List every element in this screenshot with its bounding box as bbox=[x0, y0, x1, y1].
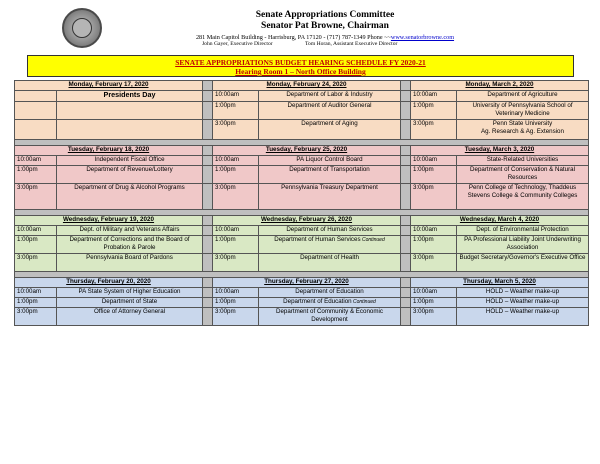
column-separator bbox=[203, 91, 213, 102]
schedule-row bbox=[15, 166, 589, 184]
agency-name: Department of Community & Economic Development bbox=[276, 308, 383, 323]
agency-cell bbox=[457, 298, 589, 308]
time-cell: 10:00am bbox=[213, 226, 259, 236]
column-separator bbox=[401, 226, 411, 236]
date-header: Thursday, February 27, 2020 bbox=[213, 278, 401, 288]
schedule-row bbox=[15, 288, 589, 298]
time-cell bbox=[15, 120, 57, 140]
agency-cell bbox=[457, 120, 589, 140]
agency-cell bbox=[457, 102, 589, 120]
date-row bbox=[15, 216, 589, 226]
agency-name: Penn College of Technology, Thaddeus Stevens College & Community Colleges bbox=[467, 184, 578, 199]
agency-name: Budget Secretary/Governor's Executive Office bbox=[459, 254, 586, 261]
schedule-row bbox=[15, 226, 589, 236]
time-cell: 1:00pm bbox=[411, 102, 457, 120]
column-separator bbox=[401, 236, 411, 254]
agency-cell bbox=[259, 298, 401, 308]
time-cell: 10:00am bbox=[213, 91, 259, 102]
time-cell: 3:00pm bbox=[411, 120, 457, 140]
agency-cell bbox=[259, 156, 401, 166]
agency-cell bbox=[259, 91, 401, 102]
agency-cell bbox=[259, 166, 401, 184]
agency-name: Penn State University Ag. Research & Ag. Extension bbox=[481, 120, 564, 135]
schedule-row bbox=[15, 120, 589, 140]
time-cell bbox=[15, 91, 57, 102]
time-cell: 1:00pm bbox=[15, 236, 57, 254]
chairman-title: Senator Pat Browne, Chairman bbox=[261, 21, 389, 31]
column-separator bbox=[401, 288, 411, 298]
agency-name: Department of Education bbox=[295, 288, 364, 295]
column-separator bbox=[203, 102, 213, 120]
agency-cell bbox=[457, 226, 589, 236]
agency-name: Department of Aging bbox=[301, 120, 358, 127]
column-separator bbox=[203, 254, 213, 272]
agency-cell bbox=[57, 184, 203, 210]
agency-name: Department of Transportation bbox=[289, 166, 370, 173]
agency-cell bbox=[259, 102, 401, 120]
column-separator bbox=[401, 298, 411, 308]
agency-cell bbox=[259, 236, 401, 254]
schedule-banner bbox=[27, 55, 574, 77]
time-cell: 3:00pm bbox=[411, 184, 457, 210]
agency-name: Independent Fiscal Office bbox=[94, 156, 165, 163]
time-cell: 10:00am bbox=[411, 156, 457, 166]
senate-seal-logo bbox=[62, 8, 102, 48]
schedule-row bbox=[15, 184, 589, 210]
column-separator bbox=[203, 216, 213, 226]
agency-cell bbox=[57, 91, 203, 102]
schedule-row bbox=[15, 102, 589, 120]
column-separator bbox=[203, 146, 213, 156]
agency-name: Department of Drug & Alcohol Programs bbox=[74, 184, 185, 191]
date-header: Tuesday, March 3, 2020 bbox=[411, 146, 589, 156]
hearing-schedule-table bbox=[14, 80, 589, 326]
agency-cell bbox=[57, 226, 203, 236]
column-separator bbox=[203, 156, 213, 166]
time-cell: 10:00am bbox=[213, 156, 259, 166]
date-header: Monday, March 2, 2020 bbox=[411, 81, 589, 91]
agency-name: Pennsylvania Board of Pardons bbox=[86, 254, 173, 261]
agency-name: Department of Education bbox=[283, 298, 352, 305]
date-header: Wednesday, February 19, 2020 bbox=[15, 216, 203, 226]
schedule-row bbox=[15, 156, 589, 166]
time-cell: 10:00am bbox=[15, 288, 57, 298]
agency-cell bbox=[259, 184, 401, 210]
agency-name: Department of Conservation & Natural Resources bbox=[470, 166, 575, 181]
agency-name: HOLD – Weather make-up bbox=[485, 288, 560, 295]
time-cell: 3:00pm bbox=[213, 184, 259, 210]
continued-note: Continued bbox=[351, 299, 376, 305]
agency-cell bbox=[57, 120, 203, 140]
date-header: Tuesday, February 25, 2020 bbox=[213, 146, 401, 156]
column-separator bbox=[401, 184, 411, 210]
column-separator bbox=[401, 120, 411, 140]
address-text: 281 Main Capitol Building - Harrisburg, PA 17120 - (717) 787-1349 Phone ~~ bbox=[195, 34, 391, 41]
time-cell: 1:00pm bbox=[213, 102, 259, 120]
agency-cell bbox=[259, 120, 401, 140]
time-cell: 3:00pm bbox=[15, 254, 57, 272]
date-header: Monday, February 17, 2020 bbox=[15, 81, 203, 91]
agency-cell bbox=[57, 166, 203, 184]
date-header: Thursday, March 5, 2020 bbox=[411, 278, 589, 288]
time-cell: 3:00pm bbox=[411, 308, 457, 326]
schedule-row bbox=[15, 91, 589, 102]
agency-name: Department of Human Services bbox=[286, 226, 373, 233]
address-line bbox=[140, 34, 510, 41]
agency-cell bbox=[259, 226, 401, 236]
time-cell: 1:00pm bbox=[411, 298, 457, 308]
time-cell: 10:00am bbox=[213, 288, 259, 298]
date-header: Wednesday, March 4, 2020 bbox=[411, 216, 589, 226]
date-row bbox=[15, 81, 589, 91]
date-header: Wednesday, February 26, 2020 bbox=[213, 216, 401, 226]
agency-cell bbox=[259, 288, 401, 298]
time-cell: 10:00am bbox=[15, 156, 57, 166]
time-cell: 3:00pm bbox=[213, 254, 259, 272]
agency-name: Dept. of Environmental Protection bbox=[476, 226, 569, 233]
agency-name: Department of Corrections and the Board of Probation & Parole bbox=[69, 236, 190, 251]
column-separator bbox=[203, 166, 213, 184]
hearing-room: Hearing Room 1 – North Office Building bbox=[235, 67, 366, 76]
agency-name: Department of Human Services bbox=[274, 236, 361, 243]
agency-name: State-Related Universities bbox=[486, 156, 559, 163]
column-separator bbox=[203, 278, 213, 288]
time-cell: 3:00pm bbox=[15, 308, 57, 326]
column-separator bbox=[401, 156, 411, 166]
column-separator bbox=[203, 120, 213, 140]
time-cell: 10:00am bbox=[15, 226, 57, 236]
agency-name: Department of Agriculture bbox=[487, 91, 558, 98]
column-separator bbox=[401, 216, 411, 226]
agency-name: Department of State bbox=[101, 298, 158, 305]
date-header: Tuesday, February 18, 2020 bbox=[15, 146, 203, 156]
column-separator bbox=[203, 308, 213, 326]
agency-name: Office of Attorney General bbox=[93, 308, 166, 315]
schedule-row bbox=[15, 298, 589, 308]
column-separator bbox=[203, 226, 213, 236]
agency-name: Pennsylvania Treasury Department bbox=[281, 184, 378, 191]
column-separator bbox=[203, 81, 213, 91]
column-separator bbox=[401, 146, 411, 156]
agency-cell bbox=[259, 254, 401, 272]
schedule-row bbox=[15, 254, 589, 272]
agency-name: PA Professional Liability Joint Underwriting Association bbox=[464, 236, 581, 251]
date-header: Monday, February 24, 2020 bbox=[213, 81, 401, 91]
time-cell: 1:00pm bbox=[15, 166, 57, 184]
time-cell: 3:00pm bbox=[213, 308, 259, 326]
column-separator bbox=[203, 184, 213, 210]
agency-name: Dept. of Military and Veterans Affairs bbox=[79, 226, 180, 233]
column-separator bbox=[401, 308, 411, 326]
assistant-director: Tom Horan, Assistant Executive Director bbox=[305, 41, 398, 47]
agency-name: PA State System of Higher Education bbox=[78, 288, 181, 295]
executive-director: John Gayer, Executive Director bbox=[202, 41, 273, 47]
agency-name: Department of Labor & Industry bbox=[286, 91, 373, 98]
time-cell: 1:00pm bbox=[213, 298, 259, 308]
agency-name: HOLD – Weather make-up bbox=[485, 298, 560, 305]
agency-cell bbox=[457, 166, 589, 184]
agency-cell bbox=[457, 156, 589, 166]
time-cell: 3:00pm bbox=[15, 184, 57, 210]
time-cell: 3:00pm bbox=[213, 120, 259, 140]
schedule-row bbox=[15, 308, 589, 326]
column-separator bbox=[401, 278, 411, 288]
agency-cell bbox=[57, 288, 203, 298]
time-cell: 1:00pm bbox=[213, 236, 259, 254]
time-cell bbox=[15, 102, 57, 120]
time-cell: 10:00am bbox=[411, 226, 457, 236]
schedule-row bbox=[15, 236, 589, 254]
column-separator bbox=[203, 298, 213, 308]
column-separator bbox=[401, 81, 411, 91]
agency-cell bbox=[57, 102, 203, 120]
agency-name: Presidents Day bbox=[103, 90, 156, 99]
agency-cell bbox=[57, 236, 203, 254]
column-separator bbox=[401, 102, 411, 120]
committee-title: Senate Appropriations Committee bbox=[255, 10, 395, 20]
agency-name: PA Liquor Control Board bbox=[296, 156, 363, 163]
continued-note: Continued bbox=[360, 237, 385, 243]
agency-cell bbox=[57, 156, 203, 166]
schedule-title: SENATE APPROPRIATIONS BUDGET HEARING SCHEDULE FY 2020-21 bbox=[175, 58, 426, 67]
website-link[interactable]: www.senatorbrowne.com bbox=[390, 34, 455, 41]
column-separator bbox=[401, 254, 411, 272]
date-row bbox=[15, 278, 589, 288]
agency-cell bbox=[457, 254, 589, 272]
time-cell: 1:00pm bbox=[15, 298, 57, 308]
agency-name: Department of Auditor General bbox=[287, 102, 372, 109]
date-header: Thursday, February 20, 2020 bbox=[15, 278, 203, 288]
column-separator bbox=[401, 91, 411, 102]
agency-name: HOLD – Weather make-up bbox=[485, 308, 560, 315]
column-separator bbox=[401, 166, 411, 184]
agency-name: University of Pennsylvania School of Veterinary Medicine bbox=[472, 102, 573, 117]
time-cell: 3:00pm bbox=[411, 254, 457, 272]
column-separator bbox=[203, 288, 213, 298]
agency-cell bbox=[259, 308, 401, 326]
agency-cell bbox=[57, 254, 203, 272]
time-cell: 1:00pm bbox=[411, 166, 457, 184]
agency-name: Department of Revenue/Lottery bbox=[86, 166, 173, 173]
agency-cell bbox=[457, 308, 589, 326]
agency-cell bbox=[457, 91, 589, 102]
date-row bbox=[15, 146, 589, 156]
time-cell: 1:00pm bbox=[411, 236, 457, 254]
column-separator bbox=[203, 236, 213, 254]
time-cell: 10:00am bbox=[411, 91, 457, 102]
agency-cell bbox=[57, 298, 203, 308]
agency-cell bbox=[457, 236, 589, 254]
agency-cell bbox=[457, 184, 589, 210]
agency-cell bbox=[457, 288, 589, 298]
agency-name: Department of Health bbox=[300, 254, 359, 261]
time-cell: 1:00pm bbox=[213, 166, 259, 184]
agency-cell bbox=[57, 308, 203, 326]
time-cell: 10:00am bbox=[411, 288, 457, 298]
